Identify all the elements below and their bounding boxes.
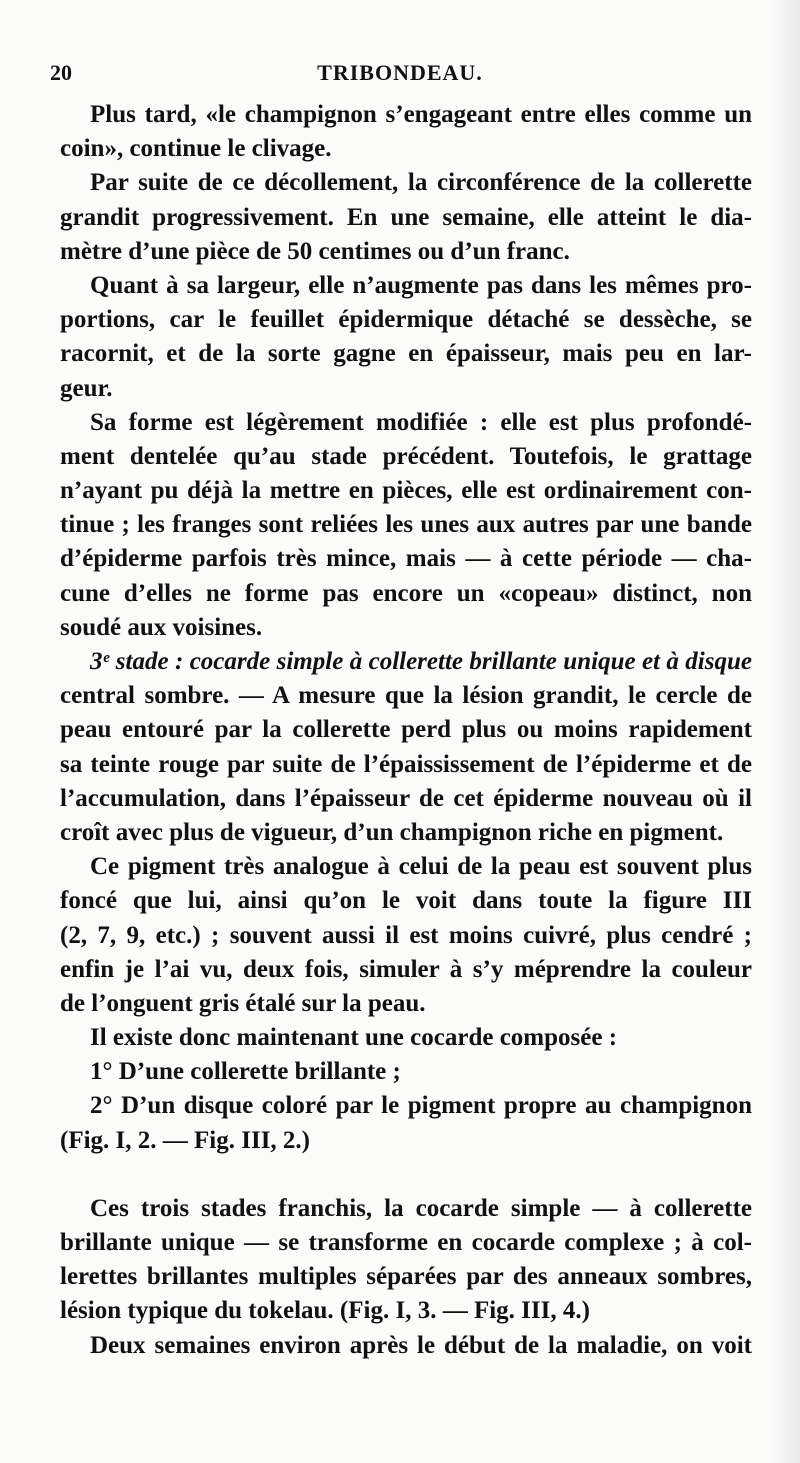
text-line: soudé aux voisines. (60, 613, 263, 641)
text-line: de l’onguent gris étalé sur la peau. (60, 989, 426, 1017)
page-number: 20 (50, 60, 72, 85)
text-line: ment dentelée qu’au stade précédent. Toutefois, le grattage (60, 442, 752, 470)
text-line: Deux semaines environ après le début de la maladie, on voit (90, 1331, 752, 1359)
text-line: (Fig. I, 2. — Fig. III, 2.) (60, 1126, 310, 1154)
text-line: racornit, et de la sorte gagne en épaisseur, mais peu en lar- (60, 340, 752, 368)
text-line: Quant à sa largeur, elle n’augmente pas dans les mêmes pro- (90, 271, 752, 299)
text-line: mètre d’une pièce de 50 centimes ou d’un franc. (60, 237, 570, 265)
text-line: central sombre. — A mesure que la lésion grandit, le cercle de (60, 682, 752, 710)
text-line: geur. (60, 374, 113, 402)
text-line: croît avec plus de vigueur, d’un champignon riche en pigment. (60, 818, 724, 846)
text-line: (2, 7, 9, etc.) ; souvent aussi il est moins cuivré, plus cendré ; (60, 921, 752, 949)
page-header (50, 54, 750, 94)
text-line: Ce pigment très analogue à celui de la peau est souvent plus (90, 853, 752, 881)
text-line: grandit progressivement. En une semaine, elle atteint le dia- (60, 203, 752, 231)
text-line: Sa forme est légèrement modifiée : elle est plus profondé- (90, 408, 752, 436)
text-line: lerettes brillantes multiples séparées par des anneaux sombres, (60, 1263, 752, 1291)
text-line: d’épiderme parfois très mince, mais — à cette période — cha- (60, 545, 752, 573)
paragraph-gap (60, 1158, 752, 1192)
text-line: portions, car le feuillet épidermique détaché se dessèche, se (60, 306, 752, 334)
body-text (60, 98, 752, 1363)
text-line: Il existe donc maintenant une cocarde composée : (90, 1024, 618, 1052)
text-line: lésion typique du tokelau. (Fig. I, 3. — Fig. III, 4.) (60, 1297, 590, 1325)
text-line: Par suite de ce décollement, la circonférence de la collerette (90, 169, 752, 197)
list-item: 1° D’une collerette brillante ; (90, 1058, 401, 1086)
text-line: l’accumulation, dans l’épaisseur de cet épiderme nouveau où il (60, 784, 752, 812)
list-item: 2° D’un disque coloré par le pigment propre au champignon (90, 1092, 752, 1120)
text-line: cune d’elles ne forme pas encore un «copeau» distinct, non (60, 579, 752, 607)
section-heading-line: 3ᵉ stade : cocarde simple à collerette brillante unique et à disque (90, 648, 752, 675)
text-line: n’ayant pu déjà la mettre en pièces, elle est ordinairement con- (60, 477, 752, 505)
page-edge-shadow (770, 0, 800, 1463)
text-line: sa teinte rouge par suite de l’épaississement de l’épiderme et de (60, 750, 752, 778)
text-line: peau entouré par la collerette perd plus ou moins rapidement (60, 716, 752, 744)
text-line: Plus tard, «le champignon s’engageant entre elles comme un (90, 101, 752, 128)
running-title: TRIBONDEAU. (317, 60, 483, 85)
text-line: brillante unique — se transforme en cocarde complexe ; à col- (60, 1229, 752, 1256)
text-line: Ces trois stades franchis, la cocarde simple — à collerette (90, 1194, 752, 1222)
text-line: enfin je l’ai vu, deux fois, simuler à s’y méprendre la couleur (60, 955, 752, 983)
text-line: coin», continue le clivage. (60, 135, 332, 163)
text-line: foncé que lui, ainsi qu’on le voit dans toute la figure III (60, 887, 752, 915)
text-line: tinue ; les franges sont reliées les unes aux autres par une bande (60, 511, 752, 539)
